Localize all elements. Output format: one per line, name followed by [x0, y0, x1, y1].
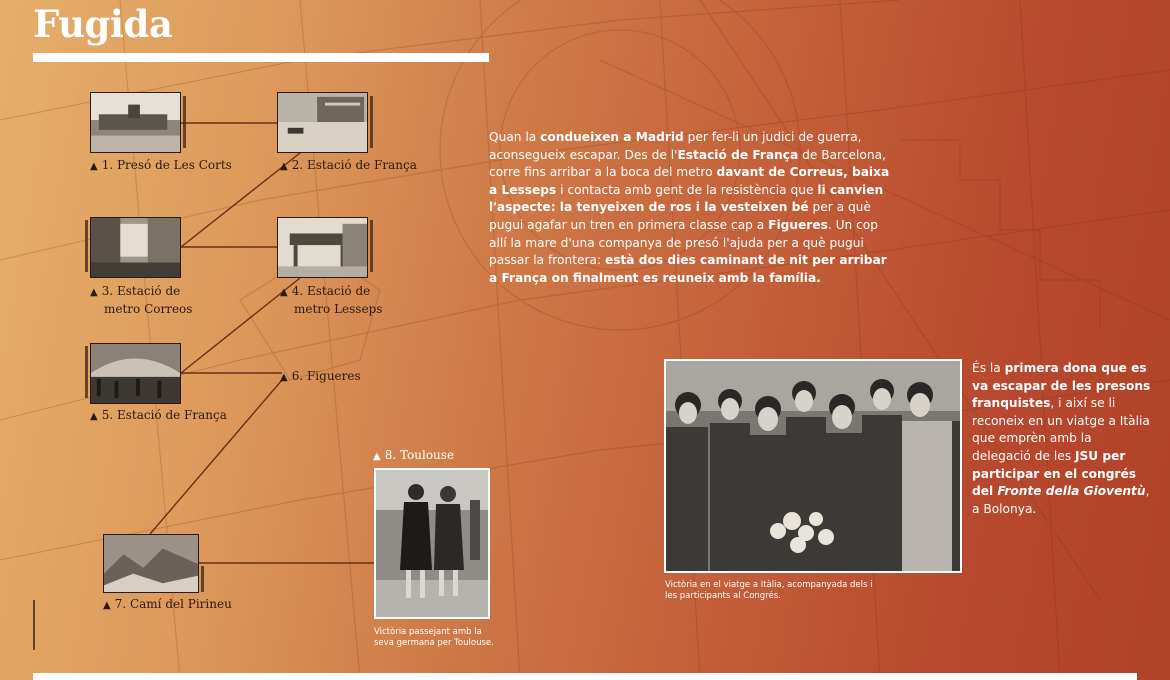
photo-credit	[370, 96, 373, 148]
bottom-rule	[33, 673, 1137, 680]
first-woman-note: És la primera dona que es va escapar de les presons franquistes, i així se li reconeix en un viatge a Itàlia que emprèn amb la delegació de les JSU per participar en el congrés del Fronte della Gioventù, a Bolonya.	[972, 361, 1151, 516]
location-marker-icon: ▲	[280, 372, 288, 383]
stop-label-3: ▲ 3. Estació de metro Correos	[90, 284, 193, 316]
location-marker-icon: ▲	[90, 411, 98, 422]
title-underline	[33, 53, 489, 62]
photo-cami-pirineu	[103, 534, 199, 593]
photo-credit	[85, 346, 88, 398]
photo-credit	[370, 220, 373, 272]
page-title: Fugida	[33, 2, 173, 46]
stop-label-1: ▲ 1. Presó de Les Corts	[90, 158, 232, 172]
stop-label-6: ▲ 6. Figueres	[280, 369, 361, 383]
italy-caption: Victòria en el viatge a Itàlia, acompanyada dels i les participants al Congrés.	[665, 580, 873, 601]
photo-estacio-franca-2	[90, 343, 181, 404]
photo-estacio-franca	[277, 92, 368, 153]
location-marker-icon: ▲	[103, 600, 111, 611]
photo-credit	[183, 96, 186, 148]
stop-label-4: ▲ 4. Estació de metro Lesseps	[280, 284, 383, 316]
photo-metro-correos	[90, 217, 181, 278]
location-marker-icon: ▲	[373, 451, 381, 462]
location-marker-icon: ▲	[90, 287, 98, 298]
location-marker-icon: ▲	[280, 287, 288, 298]
photo-metro-lesseps	[277, 217, 368, 278]
photo-credit	[201, 566, 204, 592]
photo-credit	[85, 220, 88, 272]
photo-italia-congres	[664, 359, 962, 573]
location-marker-icon: ▲	[280, 161, 288, 172]
stop-label-7: ▲ 7. Camí del Pirineu	[103, 597, 232, 611]
stop-label-5: ▲ 5. Estació de França	[90, 408, 227, 422]
map-credit	[33, 600, 35, 650]
toulouse-caption: Victòria passejant amb la seva germana per Toulouse.	[374, 627, 494, 648]
stop-label-2: ▲ 2. Estació de França	[280, 158, 417, 172]
stop-label-8: ▲ 8. Toulouse	[373, 448, 455, 462]
photo-preso-les-corts	[90, 92, 181, 153]
escape-narrative: Quan la condueixen a Madrid per fer-li un judici de guerra, aconsegueix escapar. Des de l'Estació de França de Barcelona, corre fins arribar a la boca del metro davant de Correus, baixa a Lesseps i contacta amb gent de la resistència que li canvien l'aspecte: la tenyeixen de ros i la vesteixen bé per a què pugui agafar un tren en primera classe cap a Figueres. Un cop allí la mare d'una companya de presó l'ajuda per a què pugui passar la frontera: està dos dies caminant de nit per arribar a França on finalment es reuneix amb la família.	[489, 130, 890, 285]
photo-toulouse	[374, 468, 490, 619]
location-marker-icon: ▲	[90, 161, 98, 172]
